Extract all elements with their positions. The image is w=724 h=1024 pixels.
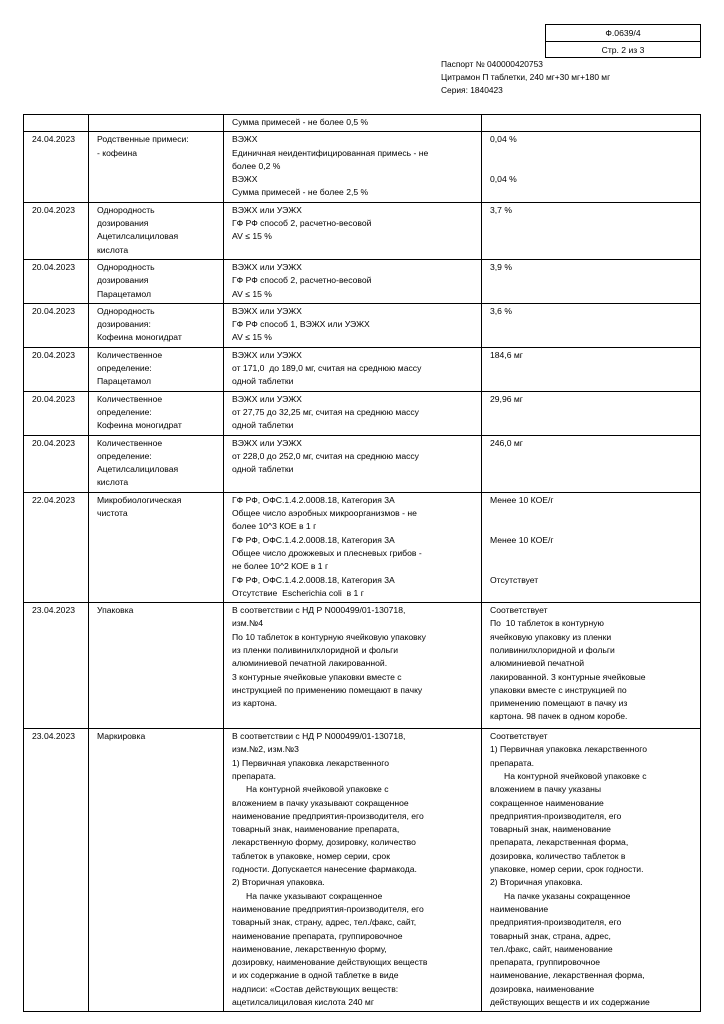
test-name: Маркировка: [89, 729, 224, 1012]
cell-line: 1) Первичная упаковка лекарственного: [232, 757, 389, 768]
cell-line: наименование препарата, группировочное: [232, 930, 403, 941]
test-method: [224, 435, 482, 492]
cell-line: По 10 таблеток в контурную ячейковую упаковку: [232, 631, 426, 642]
cell-line: одной таблетки: [232, 420, 294, 431]
test-method: [224, 202, 482, 259]
test-method: [224, 115, 482, 132]
test-result: [482, 391, 701, 435]
table-row: [24, 603, 701, 729]
cell-line: 29,96 мг: [490, 393, 523, 404]
cell-line: Отсутствует: [490, 574, 539, 585]
cell-line: Сумма примесей - не более 0,5 %: [232, 117, 369, 127]
cell-line: дозировку, наименование действующих веществ: [232, 957, 428, 968]
cell-line: лекарственную форму, дозировку, количество: [232, 837, 416, 848]
cell-line: ГФ РФ способ 2, расчетно-весовой: [232, 218, 372, 229]
cell-line: ВЭЖХ: [232, 134, 258, 145]
test-method: [224, 729, 482, 1012]
cell-line: Соответствует: [490, 731, 548, 742]
test-result: [482, 132, 701, 202]
cell-line: действующих веществ и их содержание: [490, 997, 650, 1008]
cell-line: Менее 10 КОЕ/г: [490, 494, 554, 505]
cell-line: AV ≤ 15 %: [232, 231, 272, 242]
cell-line: [490, 147, 700, 160]
cell-line: 184,6 мг: [490, 349, 523, 360]
cell-line: наименование, лекарственную форму,: [232, 943, 387, 954]
analysis-table: [23, 114, 701, 1012]
cell-line: [490, 547, 700, 560]
cell-line: инструкцией по применению помещают в пачку: [232, 684, 423, 695]
cell-line: от 27,75 до 32,25 мг, считая на среднюю массу: [232, 406, 419, 417]
table-row: [24, 303, 701, 347]
test-date: 20.04.2023: [24, 391, 89, 435]
cell-line: упаковке, номер серии, срок годности.: [490, 864, 644, 875]
cell-line: не более 10^2 КОЕ в 1 г: [232, 561, 329, 572]
cell-line: дозировка, количество таблеток в: [490, 850, 626, 861]
cell-line: 2) Вторичная упаковка.: [490, 877, 583, 888]
test-name: [89, 115, 224, 132]
test-result: [482, 729, 701, 1012]
cell-line: наименование, лекарственная форма,: [490, 970, 645, 981]
test-date: 20.04.2023: [24, 303, 89, 347]
test-result: [482, 303, 701, 347]
cell-line: 246,0 мг: [490, 437, 523, 448]
test-method: [224, 391, 482, 435]
table-row: [24, 391, 701, 435]
test-date: 20.04.2023: [24, 259, 89, 303]
cell-line: [490, 160, 700, 173]
cell-line: ГФ РФ, ОФС.1.4.2.0008.18, Категория 3А: [232, 534, 395, 545]
test-result: [482, 202, 701, 259]
cell-line: AV ≤ 15 %: [232, 288, 272, 299]
cell-line: изм.№2, изм.№3: [232, 744, 299, 755]
test-date: 20.04.2023: [24, 202, 89, 259]
cell-line: ВЭЖХ: [232, 174, 258, 185]
test-name: Количественное определение: Кофеина моногидрат: [89, 391, 224, 435]
cell-line: Единичная неидентифицированная примесь - не: [232, 147, 429, 158]
cell-line: По 10 таблеток в контурную: [490, 618, 604, 629]
cell-line: товарный знак, наименование препарата,: [232, 824, 400, 835]
cell-line: ВЭЖХ или УЭЖХ: [232, 261, 302, 272]
cell-line: ацетилсалициловая кислота 240 мг: [232, 997, 374, 1008]
cell-line: ГФ РФ способ 2, расчетно-весовой: [232, 275, 372, 286]
cell-line: ГФ РФ способ 1, ВЭЖХ или УЭЖХ: [232, 319, 370, 330]
product-name: Цитрамон П таблетки, 240 мг+30 мг+180 мг: [441, 72, 611, 82]
cell-line: из картона.: [232, 698, 277, 709]
cell-line: от 171,0 до 189,0 мг, считая на среднюю массу: [232, 363, 422, 374]
test-name: Однородность дозирования: Кофеина моногидрат: [89, 303, 224, 347]
test-result: [482, 435, 701, 492]
test-date: 20.04.2023: [24, 347, 89, 391]
test-name: Количественное определение: Ацетилсалициловая кислота: [89, 435, 224, 492]
cell-line: В соответствии с НД Р N000499/01-130718,: [232, 731, 406, 742]
cell-line: 0,04 %: [490, 174, 517, 185]
test-name: Количественное определение: Парацетамол: [89, 347, 224, 391]
test-result: [482, 347, 701, 391]
cell-line: алюминиевой печатной: [490, 658, 585, 669]
cell-line: из пленки поливинилхлоридной и фольги: [232, 644, 399, 655]
cell-line: ГФ РФ, ОФС.1.4.2.0008.18, Категория 3А: [232, 574, 395, 585]
cell-line: 2) Вторичная упаковка.: [232, 877, 325, 888]
cell-line: от 228,0 до 252,0 мг, считая на среднюю массу: [232, 450, 419, 461]
cell-line: ВЭЖХ или УЭЖХ: [232, 305, 302, 316]
cell-line: лакированной. 3 контурные ячейковые: [490, 671, 646, 682]
cell-line: препарата, группировочное: [490, 957, 601, 968]
cell-line: [490, 507, 700, 520]
table-row: [24, 347, 701, 391]
test-method: [224, 347, 482, 391]
table-row: [24, 492, 701, 602]
page-number: Стр. 2 из 3: [601, 45, 645, 55]
cell-line: алюминиевой печатной лакированной.: [232, 658, 388, 669]
cell-line: Соответствует: [490, 605, 548, 616]
cell-line: ВЭЖХ или УЭЖХ: [232, 393, 302, 404]
cell-line: одной таблетки: [232, 464, 294, 475]
test-date: 22.04.2023: [24, 492, 89, 602]
table-row: [24, 259, 701, 303]
test-name: Упаковка: [89, 603, 224, 729]
cell-line: В соответствии с НД Р N000499/01-130718,: [232, 605, 406, 616]
cell-line: товарный знак, страну, адрес, тел./факс, сайт,: [232, 917, 417, 928]
cell-line: 1) Первичная упаковка лекарственного: [490, 744, 647, 755]
cell-line: Общее число дрожжевых и плесневых грибов -: [232, 547, 422, 558]
cell-line: На контурной ячейковой упаковке с: [504, 770, 647, 781]
cell-line: ВЭЖХ или УЭЖХ: [232, 204, 302, 215]
cell-line: Сумма примесей - не более 2,5 %: [232, 187, 369, 198]
cell-line: препарата.: [490, 757, 535, 768]
cell-line: наименование: [490, 903, 549, 914]
cell-line: надписи: «Состав действующих веществ:: [232, 983, 399, 994]
cell-line: изм.№4: [232, 618, 264, 629]
cell-line: препарата, лекарственная форма,: [490, 837, 629, 848]
table-row: [24, 435, 701, 492]
cell-line: 0,04 %: [490, 134, 517, 145]
cell-line: На контурной ячейковой упаковке с: [246, 784, 389, 795]
cell-line: товарный знак, наименование: [490, 824, 611, 835]
test-method: [224, 603, 482, 729]
cell-line: применению помещают в пачку из: [490, 698, 628, 709]
test-name: Родственные примеси: - кофеина: [89, 132, 224, 202]
test-result: [482, 115, 701, 132]
cell-line: предприятия-производителя, его: [490, 917, 622, 928]
cell-line: [490, 560, 700, 573]
cell-line: товарный знак, страна, адрес,: [490, 930, 611, 941]
cell-line: 3,7 %: [490, 204, 512, 215]
test-name: Микробиологическая чистота: [89, 492, 224, 602]
test-date: 23.04.2023: [24, 603, 89, 729]
cell-line: Менее 10 КОЕ/г: [490, 534, 554, 545]
cell-line: таблеток в упаковке, номер серии, срок: [232, 850, 390, 861]
passport-number: Паспорт № 040000420753: [441, 59, 543, 69]
cell-line: поливинилхлоридной и фольги: [490, 644, 615, 655]
cell-line: AV ≤ 15 %: [232, 332, 272, 343]
cell-line: предприятия-производителя, его: [490, 810, 622, 821]
cell-line: более 10^3 КОЕ в 1 г: [232, 521, 317, 532]
cell-line: 3 контурные ячейковые упаковки вместе с: [232, 671, 402, 682]
form-code: Ф.0639/4: [546, 25, 700, 42]
cell-line: [490, 520, 700, 533]
cell-line: На пачке указаны сокращенное: [504, 890, 631, 901]
cell-line: упаковки вместе с инструкцией по: [490, 684, 627, 695]
test-method: [224, 492, 482, 602]
cell-line: ВЭЖХ или УЭЖХ: [232, 437, 302, 448]
test-date: [24, 115, 89, 132]
cell-line: годности. Допускается нанесение фармакода.: [232, 864, 417, 875]
cell-line: 3,6 %: [490, 305, 512, 316]
cell-line: ячейковую упаковку из пленки: [490, 631, 612, 642]
cell-line: 3,9 %: [490, 261, 512, 272]
cell-line: одной таблетки: [232, 376, 294, 387]
test-date: 24.04.2023: [24, 132, 89, 202]
cell-line: Отсутствие Escherichia coli в 1 г: [232, 587, 364, 598]
table-row: [24, 729, 701, 1012]
test-method: [224, 132, 482, 202]
cell-line: картона. 98 пачек в одном коробе.: [490, 711, 628, 722]
cell-line: препарата.: [232, 770, 277, 781]
test-result: [482, 259, 701, 303]
cell-line: дозировка, наименование: [490, 983, 595, 994]
table-row: [24, 202, 701, 259]
test-method: [224, 303, 482, 347]
cell-line: и их содержание в одной таблетке в виде: [232, 970, 399, 981]
cell-line: вложением в пачку указаны: [490, 784, 602, 795]
table-row: [24, 132, 701, 202]
form-code-box: [545, 24, 701, 58]
test-date: 23.04.2023: [24, 729, 89, 1012]
cell-line: На пачке указывают сокращенное: [246, 890, 383, 901]
test-name: Однородность дозирования Парацетамол: [89, 259, 224, 303]
cell-line: ВЭЖХ или УЭЖХ: [232, 349, 302, 360]
document-header: [441, 58, 711, 97]
test-method: [224, 259, 482, 303]
test-date: 20.04.2023: [24, 435, 89, 492]
cell-line: ГФ РФ, ОФС.1.4.2.0008.18, Категория 3А: [232, 494, 395, 505]
series-number: Серия: 1840423: [441, 85, 503, 95]
cell-line: наименование предприятия-производителя, его: [232, 903, 424, 914]
cell-line: тел./факс, сайт, наименование: [490, 943, 613, 954]
cell-line: сокращенное наименование: [490, 797, 604, 808]
cell-line: более 0,2 %: [232, 160, 281, 171]
test-result: [482, 603, 701, 729]
cell-line: вложением в пачку указывают сокращенное: [232, 797, 409, 808]
table-row: [24, 115, 701, 132]
cell-line: наименование предприятия-производителя, его: [232, 810, 424, 821]
test-name: Однородность дозирования Ацетилсалициловая кислота: [89, 202, 224, 259]
test-result: [482, 492, 701, 602]
cell-line: Общее число аэробных микроорганизмов - не: [232, 508, 417, 519]
